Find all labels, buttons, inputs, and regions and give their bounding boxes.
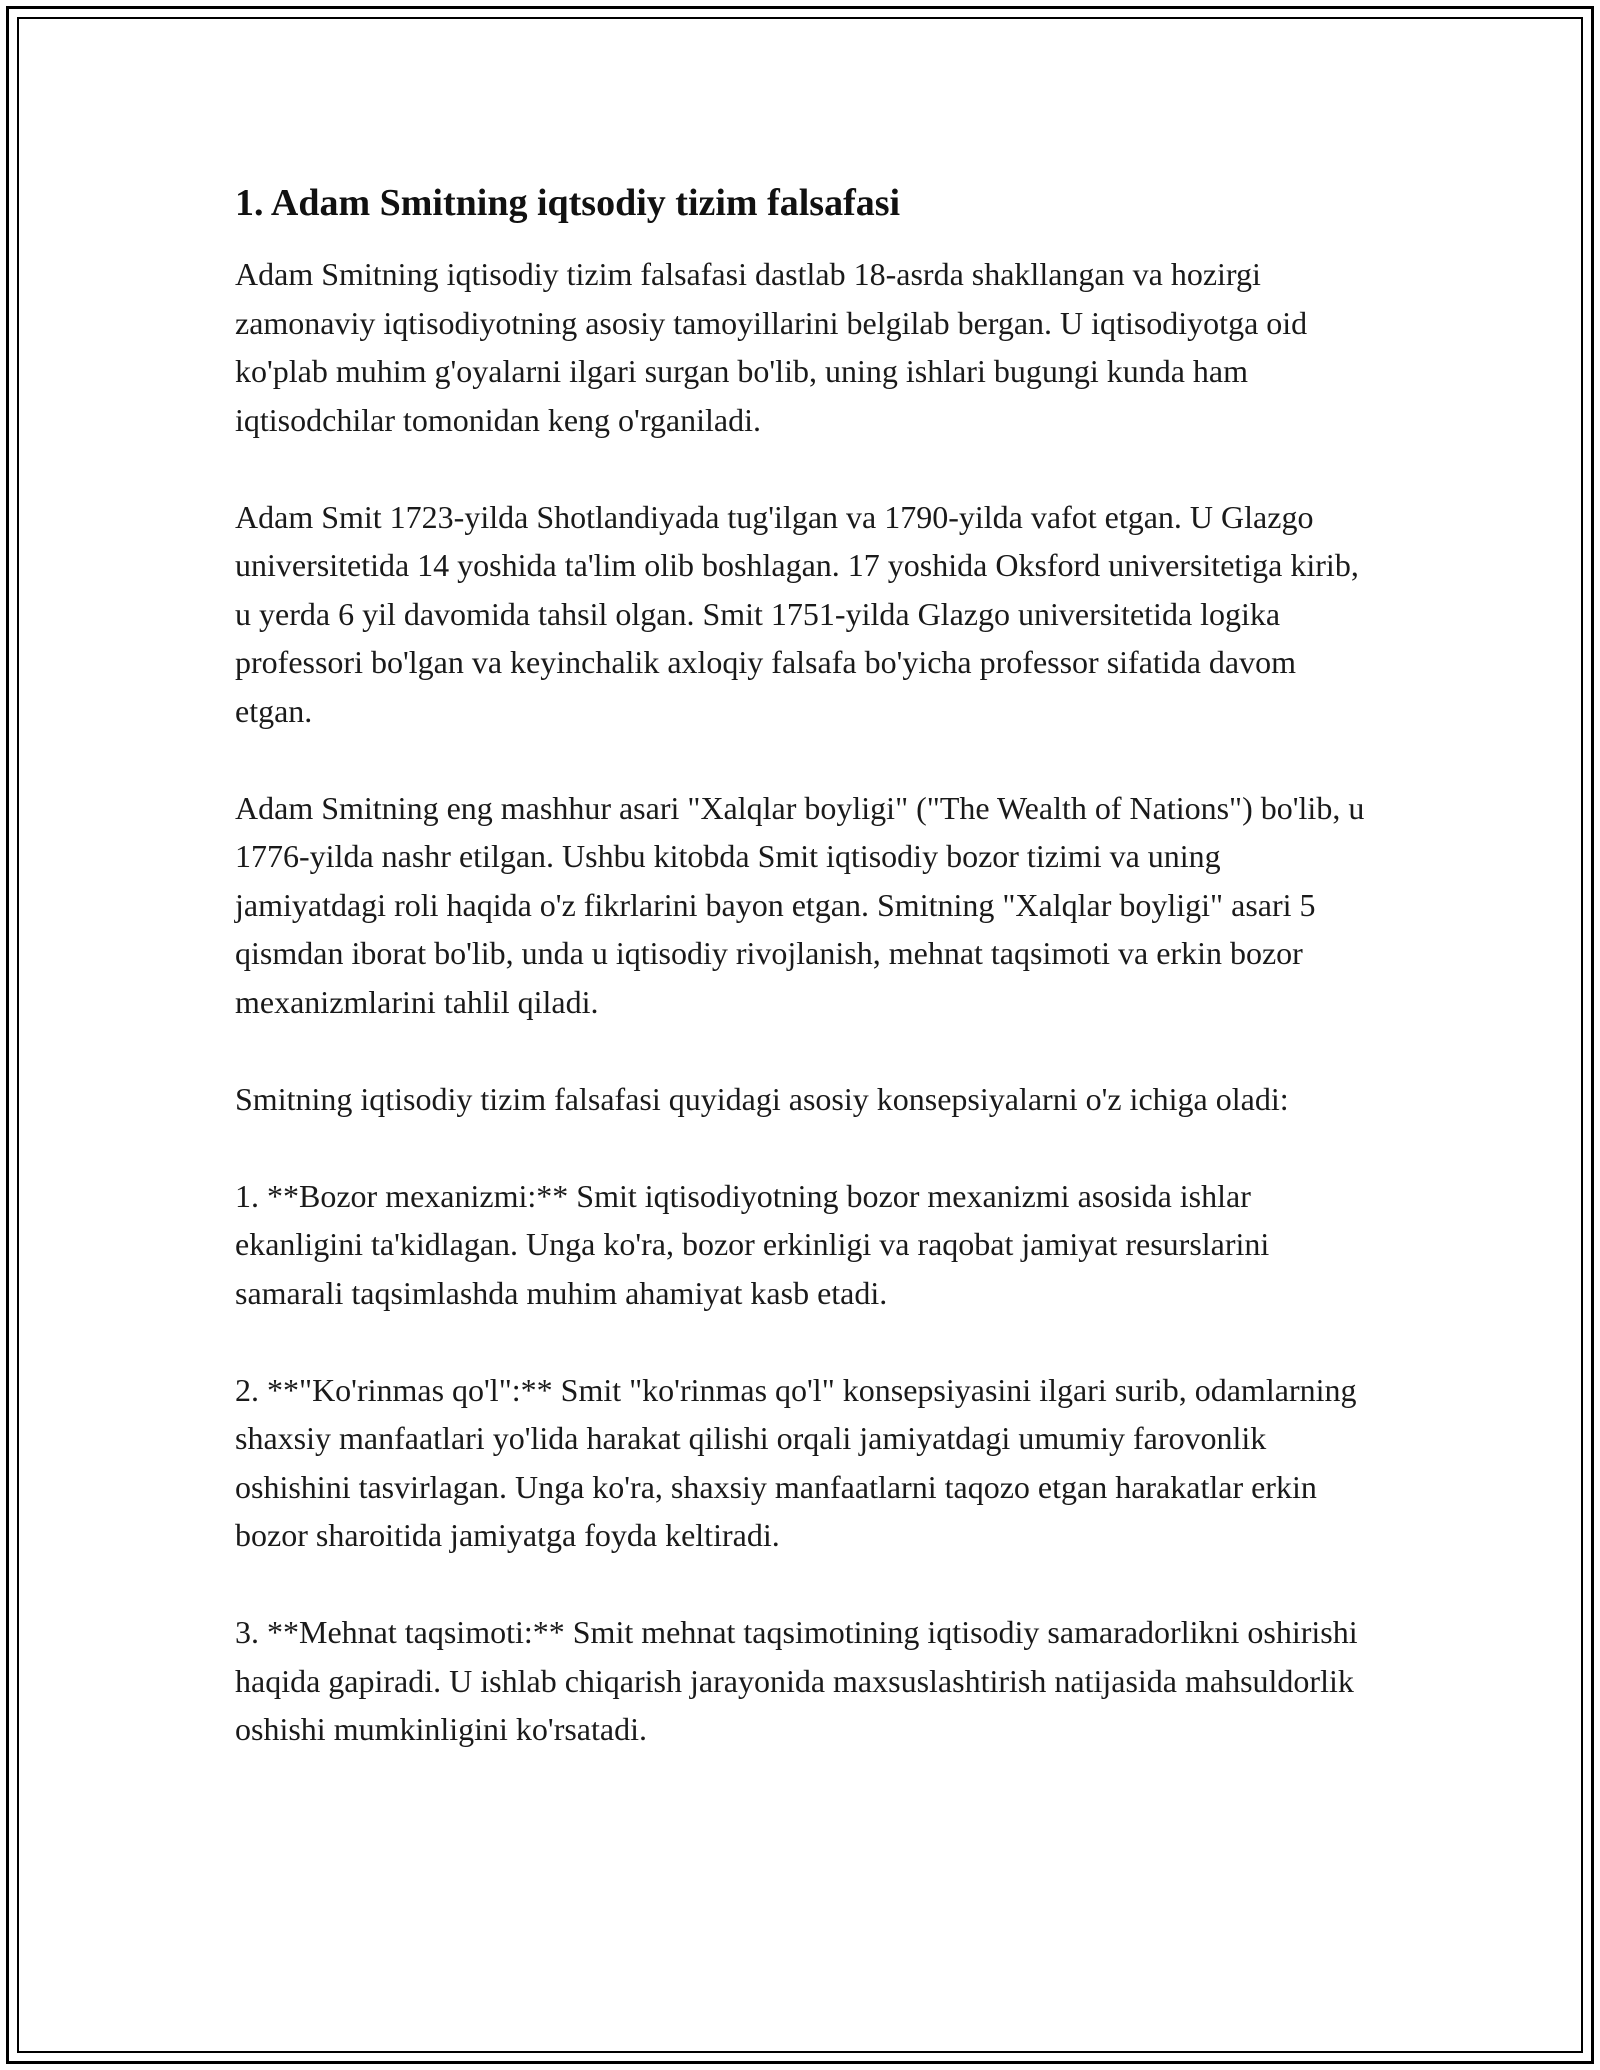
list-item-division-of-labor: 3. **Mehnat taqsimoti:** Smit mehnat taqsimotining iqtisodiy samaradorlikni oshirishi haqida gapiradi. U ishlab chiqarish jarayonida maxsuslashtirish natijasida mahsuldorlik oshishi mumkinligini ko'rsatadi. — [235, 1614, 1358, 1747]
list-item-market-mechanism: 1. **Bozor mexanizmi:** Smit iqtisodiyotning bozor mexanizmi asosida ishlar ekanligini ta'kidlagan. Unga ko'ra, bozor erkinligi va raqobat jamiyat resurslarini samarali taqsimlashda muhim ahamiyat kasb etadi. — [235, 1177, 1270, 1311]
paragraph-biography: Adam Smit 1723-yilda Shotlandiyada tug'ilgan va 1790-yilda vafot etgan. U Glazgo universitetida 14 yoshida ta'lim olib boshlagan. 17 yoshida Oksford universitetiga kirib, u yerda 6 yil davomida tahsil olgan. Smit 1751-yilda Glazgo universitetida logika professori bo'lgan va keyinchalik axloqiy falsafa bo'yicha professor sifatida davom etgan. — [235, 498, 1359, 729]
list-item-invisible-hand: 2. **"Ko'rinmas qo'l":** Smit "ko'rinmas qo'l" konsepsiyasini ilgari surib, odamlarning shaxsiy manfaatlari yo'lida harakat qilishi orqali jamiyatdagi umumiy farovonlik oshishini tasvirlagan. Unga ko'ra, shaxsiy manfaatlarni taqozo etgan harakatlar erkin bozor sharoitida jamiyatga foyda keltiradi. — [235, 1371, 1357, 1553]
paragraph-concepts-intro: Smitning iqtisodiy tizim falsafasi quyidagi asosiy konsepsiyalarni o'z ichiga oladi: — [235, 1080, 1289, 1117]
document-body — [235, 178, 1370, 1802]
paragraph-wealth-of-nations: Adam Smitning eng mashhur asari "Xalqlar boyligi" ("The Wealth of Nations") bo'lib, u 1776-yilda nashr etilgan. Ushbu kitobda Smit iqtisodiy bozor tizimi va uning jamiyatdagi roli haqida o'z fikrlarini bayon etgan. Smitning "Xalqlar boyligi" asari 5 qismdan iborat bo'lib, unda u iqtisodiy rivojlanish, mehnat taqsimoti va erkin bozor mexanizmlarini tahlil qiladi. — [235, 789, 1365, 1020]
paragraph-intro: Adam Smitning iqtisodiy tizim falsafasi dastlab 18-asrda shakllangan va hozirgi zamonaviy iqtisodiyotning asosiy tamoyillarini belgilab bergan. U iqtisodiyotga oid ko'plab muhim g'oyalarni ilgari surgan bo'lib, uning ishlari bugungi kunda ham iqtisodchilar tomonidan keng o'rganiladi. — [235, 256, 1308, 438]
section-heading: 1. Adam Smitning iqtsodiy tizim falsafasi — [235, 182, 901, 224]
